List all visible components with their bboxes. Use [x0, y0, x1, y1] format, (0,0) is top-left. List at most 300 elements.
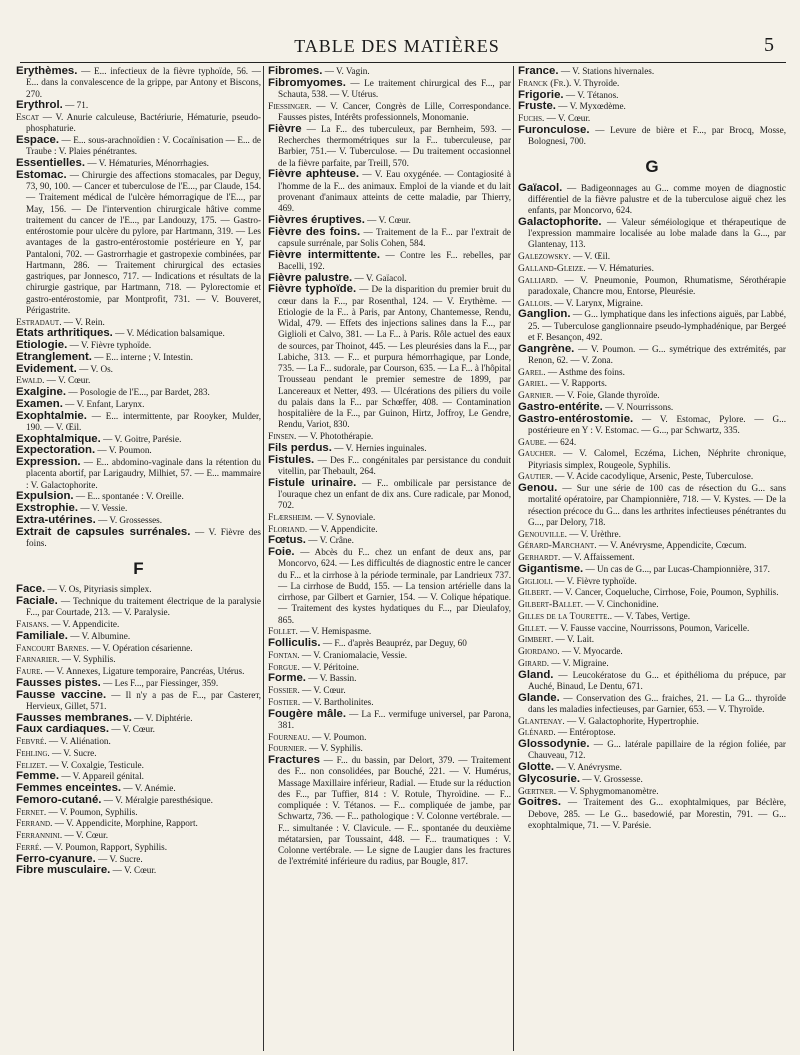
index-entry: [518, 402, 786, 413]
entry-text: . — Asthme des foins.: [543, 366, 625, 377]
index-entry: [518, 786, 786, 797]
index-entry: [518, 471, 786, 482]
entry-heading: Gangrène.: [518, 342, 575, 355]
index-entry: [16, 854, 261, 865]
entry-text: — V. Myxœdème.: [555, 101, 626, 112]
page-header: [16, 30, 778, 60]
entry-text: . — V. Calomel, Eczéma, Lichen, Néphrite chronique, Pityriasis simplex, Rougeole, Syphilis.: [528, 448, 786, 470]
entry-text: . — V. Fièvre typhoïde.: [550, 575, 637, 586]
entry-text: .. — V. Tabes, Vertige.: [607, 610, 691, 621]
entry-text: . — V. Poumon, Rapport, Syphilis.: [39, 841, 168, 852]
entry-text: — V. Sucre.: [95, 853, 143, 864]
entry-heading: Exalgine.: [16, 386, 67, 398]
entry-heading: Girard: [518, 657, 547, 669]
entry-text: — V. Os.: [76, 363, 113, 374]
entry-text: — V. Eau oxygénée. — Contagiosité à l'homme de la F... des animaux. Emploi de la viande et du lait provenant d'animaux atteints de cette maladie, par Thierry, 469.: [278, 169, 511, 213]
entry-heading: Expulsion.: [16, 490, 74, 503]
entry-text: — La F... des tuberculeux, par Bernheim, 593. — Recherches thermométriques sur la F... tuberculeuse, par Barbier, 751.— V. Tuberculose. — Du traitement occasionnel de la fièvre parfaite, par Treill, 570.: [278, 123, 511, 168]
index-entry: [16, 317, 261, 328]
entry-text: . — V. Anévrysme, Appendicite, Cœcum.: [594, 540, 747, 551]
index-entry: [518, 101, 786, 112]
index-entry: [16, 100, 261, 111]
index-entry: [518, 739, 786, 762]
entry-text: — Conservation des G... fraiches, 21. — La G... thyroïde dans les maladies infectieuses, par Garnier, 653. — V. Thyroïde.: [528, 692, 786, 714]
entry-heading: Garel: [518, 366, 544, 378]
entry-text: — Chirurgie des affections stomacales, par Deguy, 73, 90, 100. — Cancer et tuberculose de l'E..., par Claude, 154. — Traitement médical de l'ulcère hémorragique de l'E..., par May, 156. — De l'intervention chirurgicale hâtive comme traitement du cancer de l'E..., par Landouzy, 175. — Gastro-entérostomie pour ulcère du pylore, par Hartmann, 319. — Les avantages de la gastro-entérostomie postérieure en Y, par Pantaloni, 702. — Gastrorrhagie et gastropexie combinées, par Hartmann, 286. — Traitement chirurgical des ectasies gastriques, par Jonnesco, 717. — Indications et résultats de la chirurgie gastrique, par Hartmann, 718. — Pylorectomie et gastro-entérostomie, par Montprofit, 731. — V. Bouveret, Périgastrite.: [26, 169, 261, 315]
entry-heading: Etats arthritiques.: [16, 327, 113, 340]
entry-heading: Femmes enceintes.: [16, 782, 122, 794]
entry-heading: Floriand: [268, 523, 305, 535]
entry-text: — Valeur séméiologique et thérapeutique de l'expression mammaire localisée au lobe malade dans la G..., par Glantenay, 113.: [528, 216, 786, 250]
entry-text: . — V. Photothérapie.: [293, 431, 374, 441]
entry-text: . — V. Œil.: [568, 251, 611, 261]
index-entry: [518, 390, 786, 401]
entry-heading: Ferrannini: [16, 830, 60, 841]
entry-text: — V. Albumine.: [67, 630, 131, 641]
entry-text: . — V. Foie, Glande thyroïde.: [550, 390, 660, 400]
index-entry: [518, 309, 786, 343]
entry-heading: Gaucher: [518, 448, 554, 460]
entry-heading: Frigorie.: [518, 88, 564, 101]
page-number: 5: [764, 34, 774, 56]
index-entry: [518, 564, 786, 575]
entry-text: . — V. Fausse vaccine, Nourrissons, Poumon, Varicelle.: [544, 622, 750, 633]
entry-text: — V. Appareil génital.: [59, 771, 144, 782]
entry-heading: Fruste.: [518, 100, 556, 113]
entry-heading: Fièvre palustre.: [268, 271, 353, 284]
entry-text: . — V. Myocarde.: [557, 646, 623, 656]
entry-text: — V. Anurie calculeuse, Bactériurie, Hématurie, pseudo-phosphaturie.: [26, 112, 261, 134]
index-entry: [268, 697, 511, 708]
entry-heading: Femoro-cutané.: [16, 793, 102, 806]
entry-text: — Badigeonnages au G... comme moyen de diagnostic différentiel de la fièvre palustre et de la tuberculose aiguë chez les enfants, par Moncorvo, 624.: [528, 182, 786, 215]
entry-heading: Forme.: [268, 672, 306, 685]
entry-heading: Felizet: [16, 759, 46, 771]
entry-text: — Abcès du F... chez un enfant de deux ans, par Moncorvo, 624. — Les difficultés de diagnostic entre le cancer du F... et la cirrhose à la période terminale, par Landrieux 737. — La cirrhose de Budd, 155. — La tension artérielle dans la cirrhose, par Gilbert et Garnier, 154. — V. Colique hépatique. — Traitement des kystes hydatiques du F..., par Dieulafoy, 865.: [278, 547, 511, 625]
index-entry: [16, 503, 261, 514]
index-entry: [518, 670, 786, 693]
entry-heading: Fièvre: [268, 122, 302, 135]
index-entry: [16, 619, 261, 630]
index-entry: [16, 678, 261, 689]
entry-text: — E... abdomino-vaginale dans la rétention du placenta abortif, par Larigaudry, Milhiet, 57. — E... mammaire : V. Galactophorite.: [26, 457, 261, 490]
entry-heading: Fernet: [16, 806, 44, 818]
entry-heading: Faux cardiaques.: [16, 723, 110, 736]
index-entry: [16, 170, 261, 316]
entry-text: — V. Vagin.: [322, 66, 370, 76]
entry-text: — V. Fièvre des foins.: [26, 526, 261, 548]
index-entry: [268, 443, 511, 454]
entry-text: — E... spontanée : V. Oreille.: [73, 491, 184, 502]
entry-heading: Estradaut: [16, 316, 60, 328]
index-entry: [268, 547, 511, 626]
entry-heading: Glossodynie.: [518, 738, 590, 750]
header-rule: [20, 62, 786, 63]
entry-heading: Gautier: [518, 471, 551, 483]
column-divider: [263, 66, 264, 1051]
entry-heading: Ewald: [16, 375, 43, 387]
entry-heading: Essentielles.: [16, 157, 86, 169]
entry-text: — Technique du traitement électrique de la paralysie F..., par Courtade, 213. — V. Paralysie.: [26, 596, 261, 618]
index-entry: [518, 263, 786, 274]
entry-heading: Femme.: [16, 770, 60, 783]
index-entry: [518, 587, 786, 598]
entry-heading: Expression.: [16, 456, 81, 468]
index-entry: [16, 364, 261, 375]
entry-heading: Fontan: [268, 649, 298, 661]
entry-heading: Ferro-cyanure.: [16, 852, 96, 865]
entry-heading: Fièvre des foins.: [268, 225, 361, 238]
entry-text: . — V. Aliénation.: [44, 736, 111, 746]
index-entry: [16, 399, 261, 410]
entry-heading: Familiale.: [16, 629, 68, 642]
entry-heading: Fibre musculaire.: [16, 864, 111, 877]
entry-text: — F... ombilicale par persistance de l'ouraque chez un enfant de dix ans. Cure radicale, par Monod, 702.: [278, 477, 511, 510]
entry-text: — V. Anévrysme.: [554, 762, 622, 772]
entry-heading: Fièvre typhoïde.: [268, 283, 357, 296]
entry-text: . — V. Lait.: [550, 634, 594, 645]
entry-heading: Fougère mâle.: [268, 707, 347, 720]
entry-heading: Examen.: [16, 397, 63, 410]
index-entry: [268, 662, 511, 673]
entry-text: . — Entéroptose.: [553, 727, 616, 738]
entry-text: . — V. Sucre.: [47, 747, 97, 758]
entry-text: . — V. Appendicite, Morphine, Rapport.: [50, 818, 198, 829]
entry-text: . — V. Urèthre.: [564, 528, 621, 539]
entry-text: — F... d'après Beaupréz, par Deguy, 60: [320, 638, 467, 648]
index-entry: [518, 576, 786, 587]
index-entry: [16, 66, 261, 100]
entry-heading: Gilbert: [518, 587, 550, 599]
entry-text: — V. Anémie.: [121, 783, 176, 793]
entry-heading: Exstrophie.: [16, 502, 79, 514]
index-entry: [16, 666, 261, 677]
index-entry: [16, 771, 261, 782]
entry-heading: Glotte.: [518, 761, 555, 773]
entry-text: — V. Nourrissons.: [602, 401, 674, 412]
entry-heading: Follet: [268, 626, 296, 638]
index-entry: [518, 797, 786, 831]
entry-text: . — V. Poumon, Syphilis.: [43, 806, 138, 817]
entry-text: . — V. Migraine.: [546, 657, 609, 668]
entry-heading: Extra-utérines.: [16, 513, 96, 526]
entry-text: . — V. Pneumonie, Poumon, Rhumatisme, Sérothérapie paradoxale, Chancre mou, Entorse, Pleurésie.: [528, 274, 786, 296]
entry-text: — G... lymphatique dans les infections aiguës, par Labbé, 25. — Tuberculose ganglionnaire pseudo-lymphadénique, par Bergeé et F. Besançon, 492.: [528, 309, 786, 342]
index-entry: [268, 227, 511, 250]
index-entry: [16, 352, 261, 363]
entry-heading: Exophtalmique.: [16, 432, 101, 445]
index-entry: [16, 736, 261, 747]
section-letter: G: [645, 157, 659, 177]
entry-text: . — V. Rapports.: [545, 378, 607, 389]
index-entry: [518, 344, 786, 367]
index-entry: [518, 774, 786, 785]
index-column-1: [16, 66, 261, 1051]
index-entry: [16, 434, 261, 445]
index-entry: [268, 709, 511, 732]
index-entry: [16, 584, 261, 595]
index-entry: [518, 552, 786, 563]
index-entry: [16, 690, 261, 713]
entry-text: — V. Os, Pityriasis simplex.: [45, 584, 152, 595]
entry-text: — V. Bassin.: [305, 673, 357, 684]
entry-text: . — V. Opération césarienne.: [86, 642, 193, 653]
page-title: TABLE DES MATIÈRES: [294, 36, 500, 56]
entry-text: . — V. Cœur.: [42, 375, 91, 386]
index-entry: [16, 713, 261, 724]
entry-text: . — V. Craniomalacie, Vessie.: [297, 649, 408, 660]
index-entry: [518, 727, 786, 738]
index-entry: [268, 169, 511, 214]
entry-heading: Gilbert-Ballet: [518, 599, 581, 610]
index-entry: [16, 340, 261, 351]
index-entry: [268, 124, 511, 169]
index-entry: [518, 275, 786, 298]
entry-text: — Un cas de G..., par Lucas-Championnière, 317.: [583, 563, 770, 574]
entry-heading: Febvré: [16, 736, 45, 747]
index-entry: [268, 215, 511, 226]
index-entry: [268, 101, 511, 124]
entry-heading: Fancourt Barnes: [16, 642, 87, 654]
entry-heading: Galliard: [518, 274, 556, 286]
entry-heading: Fibromes.: [268, 66, 323, 77]
index-entry: [518, 762, 786, 773]
index-entry: [518, 66, 786, 77]
entry-text: — Traitement de la F... par l'extrait de capsule surrénale, par Solis Cohen, 584.: [278, 226, 511, 248]
index-entry: [16, 596, 261, 619]
entry-heading: Gastro-entérostomie.: [518, 412, 634, 425]
index-entry: [268, 273, 511, 284]
entry-text: — V. Grossesse.: [580, 773, 643, 784]
index-entry: [16, 795, 261, 806]
index-entry: [268, 626, 511, 637]
entry-text: — V. Cœur.: [110, 865, 157, 876]
index-entry: [16, 643, 261, 654]
index-entry: [518, 437, 786, 448]
index-entry: [518, 251, 786, 262]
entry-text: — La F... vermifuge universel, par Parona, 381.: [278, 708, 511, 730]
index-entry: [16, 807, 261, 818]
entry-text: . V. Thyroïde.: [569, 77, 620, 88]
index-entry: [518, 540, 786, 551]
entry-text: — E... infectieux de la fièvre typhoïde, 56. — E... dans la convalescence de la grippe, par Antony et Biscons, 270.: [26, 66, 261, 99]
entry-heading: Fractures: [268, 754, 320, 766]
entry-heading: Exophtalmie.: [16, 409, 87, 422]
index-entry: [16, 654, 261, 665]
entry-heading: Gerhardt: [518, 552, 558, 563]
entry-heading: Franck (Fr.): [518, 77, 570, 89]
entry-heading: Galactophorite.: [518, 215, 602, 228]
entry-text: . — V. Affaissement.: [557, 552, 635, 562]
entry-heading: Gaube: [518, 436, 544, 448]
entry-text: — V. Crâne.: [305, 535, 354, 546]
entry-text: — Traitement des G... exophtalmiques, par Béclère, Debove, 285. — Le G... basedowié, par Morestin, 791. — G... exophtalmique, 71. — V. Parésie.: [528, 797, 786, 830]
index-entry: [16, 491, 261, 502]
index-entry: [268, 638, 511, 649]
index-entry: [518, 217, 786, 251]
index-entry: [518, 78, 786, 89]
entry-text: — V. Stations hivernales.: [558, 66, 655, 76]
entry-heading: Estomac.: [16, 168, 67, 181]
index-entry: [268, 512, 511, 523]
entry-text: — V. Goitre, Parésie.: [100, 433, 182, 444]
entry-heading: Glénard: [518, 727, 554, 739]
entry-text: . — V. Galactophorite, Hypertrophie.: [562, 715, 699, 726]
entry-text: — V. Estomac, Pylore. — G... postérieure en Y : V. Estomac. — G..., par Schwartz, 335.: [528, 413, 786, 435]
entry-text: . — V. Rein.: [59, 316, 105, 327]
entry-heading: Faisans: [16, 619, 47, 630]
index-entry: [268, 755, 511, 868]
entry-text: — V. Médication balsamique.: [112, 328, 225, 339]
entry-heading: Etiologie.: [16, 339, 68, 351]
entry-heading: Fournier: [268, 743, 305, 755]
entry-text: — Le traitement chirurgical des F..., par Schauta, 538. — V. Utérus.: [278, 77, 511, 99]
index-entry: [16, 158, 261, 169]
index-entry: [518, 716, 786, 727]
entry-text: — V. Vessie.: [78, 503, 128, 513]
entry-heading: Foie.: [268, 546, 295, 558]
entry-heading: Fistules.: [268, 453, 315, 466]
index-entry: [518, 483, 786, 528]
index-entry: [16, 375, 261, 386]
entry-text: — Posologie de l'E..., par Bardet, 283.: [66, 387, 210, 397]
entry-text: — De la disparition du premier bruit du cœur dans la F..., par Rosenthal, 124. — V. Erythème. — Etiologie de la F... à Paris, par Antony, Chantemesse, Rendu, Widal, 479. — Effets des injections salines dans la F..., par Giglioli et Calvo, 381. — La F... à Paris. Rôle actuel des eaux de sources, par Thoinot, 445. — Les pleurésies dans la F..., par Labiche, 313. — F... et purpura hémorrhagique, par Londe, 735. — La F... sudorale, par Courson, 635. — La F... à l'hôpital Trousseau pendant le premier semestre de 1899, par Lancereaux et Netter, 493. — Ulcérations des piliers du voile du palais dans la F... par Schœffer, 408. — Contamination hospitalière de la F..., par Guinon, Hirtz, Joffroy, Le Gendre, Rendu, Variot, 830.: [278, 284, 511, 430]
index-entry: [16, 631, 261, 642]
entry-heading: Garnier: [518, 390, 551, 401]
entry-text: . — V. Cœur.: [59, 830, 109, 840]
entry-heading: Fausse vaccine.: [16, 688, 107, 701]
entry-heading: Escat: [16, 112, 39, 123]
entry-heading: Genou.: [518, 482, 558, 494]
entry-heading: Fehling: [16, 747, 48, 759]
entry-text: — V. Cœur.: [109, 724, 155, 735]
index-entry: [518, 658, 786, 669]
index-entry: [268, 535, 511, 546]
entry-heading: Gaïacol.: [518, 181, 563, 194]
entry-text: — V. Gaïacol.: [352, 272, 407, 283]
entry-heading: Galland-Gleize: [518, 262, 584, 274]
entry-text: . — V. Coxalgie, Testicule.: [45, 759, 144, 770]
entry-text: . — V. Cancer, Congrès de Lille, Correspondance. Fausses pistes, Intérêts professionnels, Monomanie.: [278, 100, 511, 122]
entry-text: — E... intermittente, par Rooyker, Mulder, 190. — V. Œil.: [26, 410, 261, 432]
entry-text: — Les F..., par Fiessinger, 359.: [100, 677, 219, 688]
index-entry: [518, 634, 786, 645]
index-entry: [268, 673, 511, 684]
entry-text: . — V. Bartholinites.: [297, 696, 374, 707]
index-entry: [268, 650, 511, 661]
entry-text: — E... interne ; V. Intestin.: [91, 351, 193, 362]
index-entry: [268, 455, 511, 478]
entry-text: — V. Fièvre typhoïde.: [67, 340, 152, 350]
entry-text: — V. Diphtérie.: [131, 712, 193, 723]
entry-heading: Genouville: [518, 528, 565, 540]
section-letter: F: [133, 559, 144, 578]
index-entry: [518, 298, 786, 309]
entry-text: — V. Méralgie paresthésique.: [101, 794, 213, 805]
entry-heading: Faure: [16, 666, 41, 677]
entry-heading: Ganglion.: [518, 308, 571, 321]
entry-heading: Etranglement.: [16, 350, 92, 363]
entry-heading: Farnarier: [16, 654, 58, 666]
entry-heading: Gilles de la Tourette: [518, 610, 608, 622]
index-entry: [16, 515, 261, 526]
index-entry: [16, 818, 261, 829]
entry-text: . — V. Syphilis.: [304, 743, 363, 754]
entry-heading: Giordano: [518, 646, 558, 657]
entry-text: — 71.: [62, 100, 89, 111]
entry-heading: Fièvres éruptives.: [268, 213, 365, 226]
entry-heading: Glycosurie.: [518, 772, 581, 785]
index-column-3: [518, 66, 786, 1051]
entry-heading: Fistule urinaire.: [268, 476, 357, 489]
index-entry: [16, 457, 261, 491]
entry-text: — V. Cœur.: [364, 214, 411, 225]
index-entry: [16, 783, 261, 794]
index-entry: [518, 693, 786, 716]
entry-text: — V. Enfant, Larynx.: [62, 398, 145, 409]
entry-text: — V. Tétanos.: [563, 89, 619, 100]
entry-text: . — V. Cinchonidine.: [580, 599, 659, 609]
index-entry: [16, 527, 261, 550]
entry-heading: Gigantisme.: [518, 562, 584, 575]
entry-text: . — V. Syphilis.: [57, 654, 116, 665]
entry-heading: Fausses membranes.: [16, 711, 132, 724]
entry-heading: Gœrtner: [518, 785, 554, 797]
entry-heading: Folliculis.: [268, 637, 321, 649]
entry-heading: Fostier: [268, 696, 298, 708]
entry-text: . — V. Cœur.: [297, 685, 346, 695]
entry-heading: Face.: [16, 583, 46, 596]
entry-heading: Gallois: [518, 297, 550, 309]
entry-text: — Des F... congénitales par persistance du conduit vitellin, par Thebault, 264.: [278, 454, 511, 476]
entry-heading: Fièvre intermittente.: [268, 248, 381, 261]
index-entry: [518, 623, 786, 634]
entry-text: . — V. Poumon.: [307, 731, 367, 742]
entry-heading: Ferrand: [16, 818, 51, 830]
index-entry: [16, 830, 261, 841]
index-column-2: [268, 66, 511, 1051]
entry-heading: Gland.: [518, 668, 554, 681]
index-entry: [518, 90, 786, 101]
entry-text: — V. Hernies inguinales.: [331, 442, 427, 453]
index-entry: [16, 387, 261, 398]
index-entry: [16, 724, 261, 735]
entry-heading: Erythèmes.: [16, 66, 78, 77]
entry-text: . — V. Cancer, Coqueluche, Cirrhose, Foie, Poumon, Syphilis.: [549, 587, 779, 598]
entry-heading: Flærsheim: [268, 511, 311, 523]
index-entry: [16, 328, 261, 339]
entry-text: . — V. Hématuries.: [583, 262, 654, 273]
index-entry: [518, 646, 786, 657]
entry-heading: Fiessinger: [268, 100, 310, 112]
entry-text: — V. Grossesses.: [95, 514, 163, 525]
index-entry: [16, 411, 261, 434]
index-entry: [518, 125, 786, 148]
index-entry: [16, 135, 261, 158]
entry-heading: Forgue: [268, 661, 298, 673]
entry-heading: Furonculose.: [518, 123, 590, 136]
index-entry: [16, 865, 261, 876]
entry-heading: Expectoration.: [16, 444, 96, 457]
index-entry: [518, 414, 786, 437]
index-entry: [518, 529, 786, 540]
index-entry: [518, 378, 786, 389]
index-entry: [518, 367, 786, 378]
entry-heading: Faciale.: [16, 595, 58, 607]
entry-text: — E... sous-arachnoïdien : V. Cocaïnisation — E... de Traube : V. Plaies pénétrantes.: [26, 135, 261, 157]
entry-text: . — 624.: [543, 436, 577, 447]
entry-text: — V. Hématuries, Ménorrhagies.: [85, 158, 209, 168]
